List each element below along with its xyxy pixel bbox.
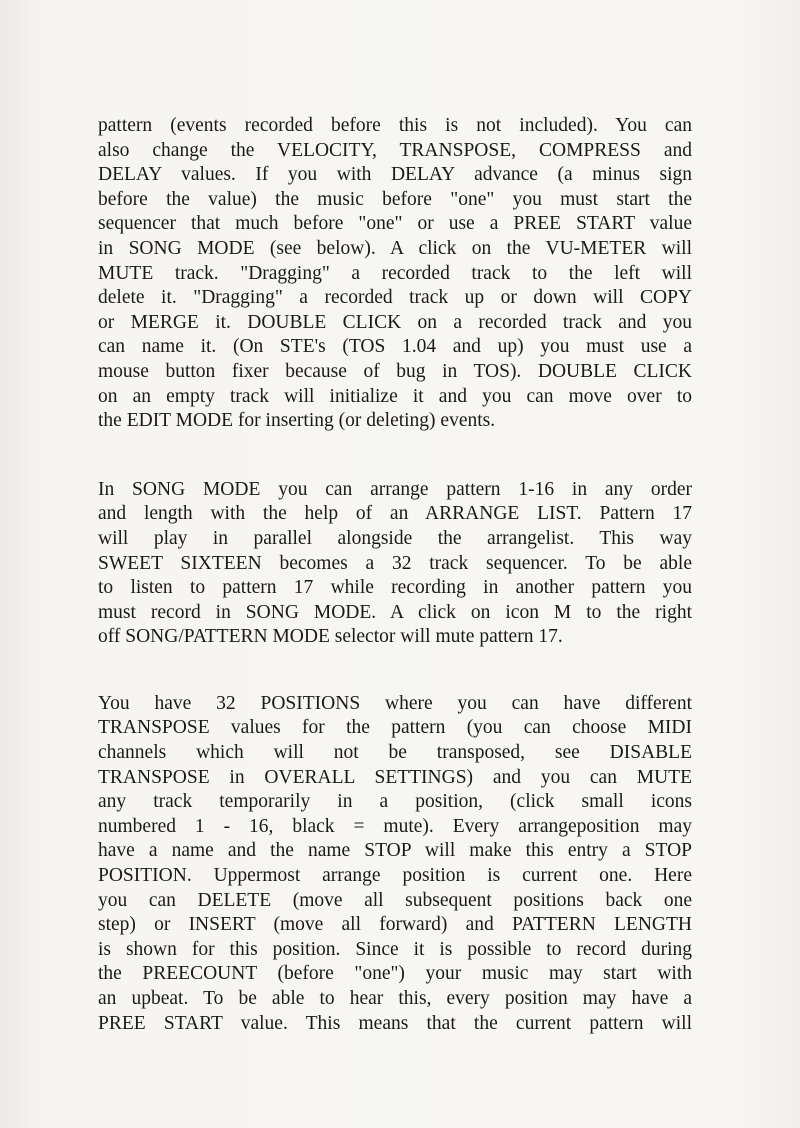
paragraph-track-editing	[98, 114, 692, 434]
text-line: In SONG MODE you can arrange pattern 1-16 in any order	[98, 478, 692, 500]
text-line: sequencer that much before "one" or use a PREE START value	[98, 213, 692, 235]
text-line: off SONG/PATTERN MODE selector will mute pattern 17.	[98, 626, 563, 648]
text-line: delete it. "Dragging" a recorded track up or down will COPY	[98, 287, 692, 309]
paragraph-spacer	[98, 650, 692, 692]
text-line: numbered 1 - 16, black = mute). Every arrangeposition may	[98, 815, 692, 837]
text-line: you can DELETE (move all subsequent positions back one	[98, 889, 692, 911]
text-line: POSITION. Uppermost arrange position is current one. Here	[98, 865, 692, 887]
text-line: the EDIT MODE for inserting (or deleting) events.	[98, 410, 496, 432]
text-line: the PREECOUNT (before "one") your music may start with	[98, 963, 692, 985]
text-line: TRANSPOSE in OVERALL SETTINGS) and you can MUTE	[98, 766, 692, 788]
text-line: You have 32 POSITIONS where you can have different	[98, 692, 692, 714]
text-line: step) or INSERT (move all forward) and PATTERN LENGTH	[98, 914, 692, 936]
text-line: in SONG MODE (see below). A click on the VU-METER will	[98, 237, 692, 259]
text-line: have a name and the name STOP will make this entry a STOP	[98, 840, 692, 862]
text-line: to listen to pattern 17 while recording in another pattern you	[98, 577, 692, 599]
text-line: or MERGE it. DOUBLE CLICK on a recorded track and you	[98, 311, 692, 333]
paragraph-spacer	[98, 434, 692, 478]
text-line: can name it. (On STE's (TOS 1.04 and up) you must use a	[98, 336, 692, 358]
text-line: DELAY values. If you with DELAY advance (a minus sign	[98, 164, 692, 186]
text-line: must record in SONG MODE. A click on icon M to the right	[98, 601, 692, 623]
text-line: any track temporarily in a position, (click small icons	[98, 791, 692, 813]
text-line: on an empty track will initialize it and you can move over to	[98, 385, 692, 407]
paragraph-positions	[98, 692, 692, 1036]
text-line: mouse button fixer because of bug in TOS). DOUBLE CLICK	[98, 360, 692, 382]
text-line: an upbeat. To be able to hear this, every position may have a	[98, 988, 692, 1009]
page-body	[98, 114, 692, 1036]
text-line: TRANSPOSE values for the pattern (you can choose MIDI	[98, 717, 692, 739]
text-line: MUTE track. "Dragging" a recorded track to the left will	[98, 262, 692, 284]
text-line: pattern (events recorded before this is not included). You can	[98, 115, 692, 136]
paragraph-song-mode	[98, 478, 692, 650]
text-line: SWEET SIXTEEN becomes a 32 track sequencer. To be able	[98, 552, 692, 574]
text-line: PREE START value. This means that the current pattern will	[98, 1012, 692, 1034]
text-line: also change the VELOCITY, TRANSPOSE, COMPRESS and	[98, 139, 692, 161]
text-line: will play in parallel alongside the arrangelist. This way	[98, 527, 692, 549]
text-line: before the value) the music before "one" you must start the	[98, 188, 692, 210]
text-line: is shown for this position. Since it is possible to record during	[98, 938, 692, 960]
text-line: and length with the help of an ARRANGE LIST. Pattern 17	[98, 503, 692, 525]
text-line: channels which will not be transposed, see DISABLE	[98, 742, 692, 764]
